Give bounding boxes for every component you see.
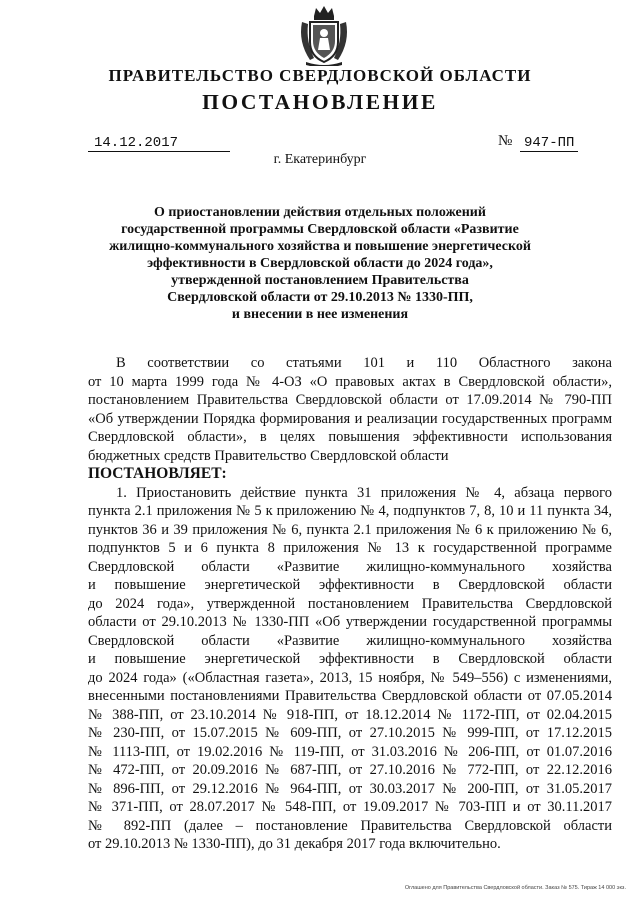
item-1-paragraph	[88, 484, 612, 854]
item-line: внесенными постановлениями Правительства Свердловской области от 07.05.2014	[88, 688, 612, 704]
item-line: № 892-ПП (далее – постановление Правительства Свердловской области	[88, 817, 612, 834]
document-number: 947-ПП	[520, 135, 578, 152]
document-city: г. Екатеринбург	[273, 152, 367, 167]
item-line: № 230-ПП, от 15.07.2015 № 609-ПП, от 27.10.2015 № 999-ПП, от 17.12.2015	[88, 725, 612, 741]
item-line: от 29.10.2013 № 1330-ПП), до 31 декабря 2017 года включительно.	[88, 836, 501, 852]
item-line: № 896-ПП, от 29.12.2016 № 964-ПП, от 30.03.2017 № 200-ПП, от 31.05.2017	[88, 780, 612, 797]
title-line: О приостановлении действия отдельных положений	[154, 205, 486, 220]
item-line: № 472-ПП, от 20.09.2016 № 687-ПП, от 27.10.2016 № 772-ПП, от 22.12.2016	[88, 762, 612, 778]
item-line: № 371-ПП, от 28.07.2017 № 548-ПП, от 19.09.2017 № 703-ПП и от 30.11.2017	[88, 799, 612, 815]
item-line: и повышение энергетической эффективности в Свердловской области	[88, 577, 612, 593]
title-line: Свердловской области от 29.10.2013 № 1330-ПП,	[167, 290, 473, 305]
item-line: № 1113-ПП, от 19.02.2016 № 119-ПП, от 31.03.2016 № 206-ПП, от 01.07.2016	[88, 743, 612, 760]
document-number-label: №	[498, 133, 513, 149]
item-line: пунктов 36 и 39 приложения № 6, пункта 2.1 приложения № 6 к приложению № 6,	[88, 521, 612, 538]
preamble-line: «Об утверждении Порядка формирования и реализации государственных программ	[88, 410, 612, 427]
item-line: № 388-ПП, от 23.10.2014 № 918-ПП, от 18.12.2014 № 1172-ПП, от 02.04.2015	[88, 706, 612, 723]
resolves-heading: ПОСТАНОВЛЯЕТ:	[88, 465, 227, 482]
coat-of-arms-icon	[296, 4, 352, 66]
preamble-paragraph	[88, 354, 612, 465]
preamble-line: от 10 марта 1999 года № 4-ОЗ «О правовых актах в Свердловской области»,	[88, 373, 612, 390]
item-line: подпунктов 5 и 6 пункта 8 приложения № 13 к государственной программе	[88, 540, 612, 556]
document-body	[88, 354, 612, 854]
title-line: и внесении в нее изменения	[231, 307, 409, 322]
item-line: Свердловской области «Развитие жилищно-коммунального хозяйства	[88, 558, 612, 575]
document-title	[80, 204, 560, 323]
preamble-line: постановлением Правительства Свердловской области от 17.09.2014 № 790-ПП	[88, 392, 612, 408]
document-date: 14.12.2017	[88, 135, 230, 152]
item-line: области от 29.10.2013 № 1330-ПП «Об утверждении государственной программы	[88, 614, 612, 630]
title-line: государственной программы Свердловской области «Развитие	[121, 222, 519, 237]
item-line: 1. Приостановить действие пункта 31 приложения № 4, абзаца первого	[116, 484, 612, 501]
item-line: до 2024 года», утвержденной постановлением Правительства Свердловской	[88, 595, 612, 612]
item-line: пункта 2.1 приложения № 5 к приложению № 4, подпунктов 7, 8, 10 и 11 пункта 34,	[88, 503, 612, 519]
document-type: ПОСТАНОВЛЕНИЕ	[202, 90, 438, 114]
preamble-line: бюджетных средств Правительство Свердловской области	[88, 447, 449, 464]
title-line: утвержденной постановлением Правительства	[171, 273, 469, 288]
item-line: до 2024 года» («Областная газета», 2013, 15 ноября, № 549–556) с изменениями,	[88, 669, 612, 686]
title-line: эффективности в Свердловской области до 2024 года»,	[147, 256, 493, 271]
preamble-line: Свердловской области», в целях повышения эффективности использования	[88, 429, 612, 445]
print-footer-note: Оглашено для Правительства Свердловской области. Заказ № 575. Тираж 14 000 экз.	[404, 885, 626, 891]
organization-name: ПРАВИТЕЛЬСТВО СВЕРДЛОВСКОЙ ОБЛАСТИ	[108, 66, 532, 85]
item-line: Свердловской области «Развитие жилищно-коммунального хозяйства	[88, 632, 612, 649]
preamble-line: В соответствии со статьями 101 и 110 Областного закона	[116, 355, 612, 371]
item-line: и повышение энергетической эффективности в Свердловской области	[88, 651, 612, 667]
title-line: жилищно-коммунального хозяйства и повышение энергетической	[109, 239, 531, 254]
